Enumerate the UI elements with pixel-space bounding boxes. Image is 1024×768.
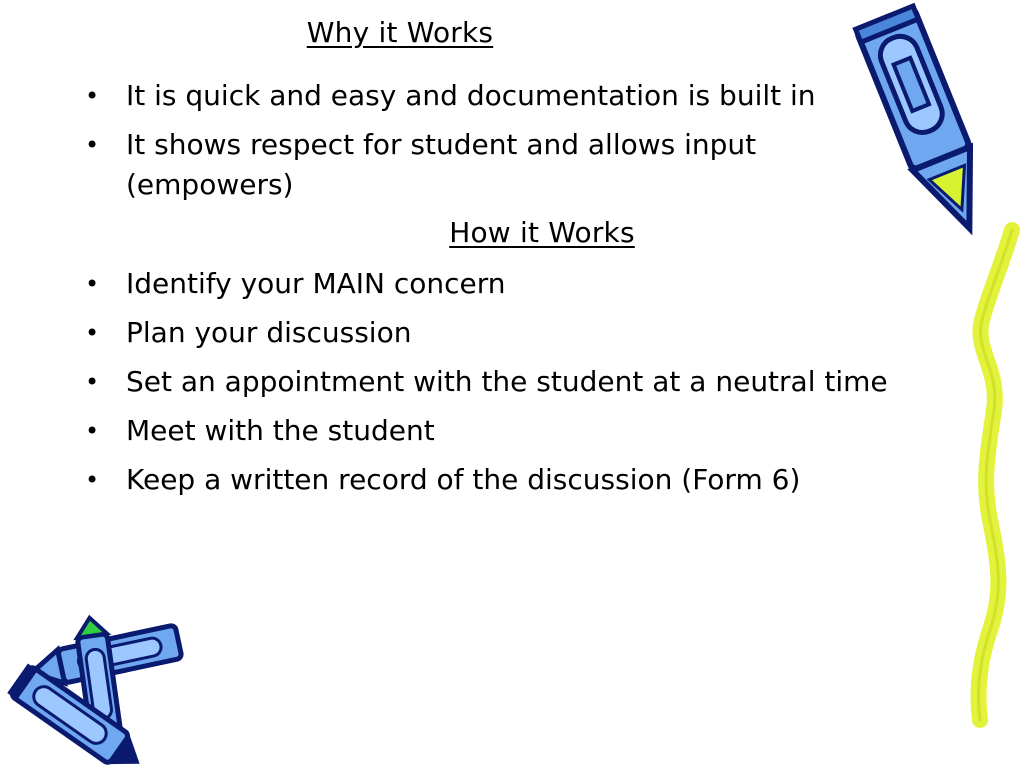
why-heading: Why it Works	[306, 16, 494, 49]
list-item	[85, 411, 925, 451]
bullet-text: Identify your MAIN concern	[126, 267, 506, 300]
list-item	[85, 125, 925, 205]
bullet-dot: •	[85, 319, 100, 347]
bullet-text: Meet with the student	[126, 414, 435, 447]
bullet-dot: •	[85, 466, 100, 494]
bullet-dot: •	[85, 82, 100, 110]
list-item	[85, 264, 925, 304]
crayon-pair-icon	[0, 615, 210, 765]
how-heading: How it Works	[449, 216, 635, 249]
ribbon-decoration	[960, 230, 1024, 730]
bullet-text: Plan your discussion	[126, 316, 412, 349]
list-item	[85, 313, 925, 353]
why-bullet-list	[85, 76, 925, 214]
list-item	[85, 460, 925, 500]
bullet-dot: •	[85, 368, 100, 396]
bullet-text: Set an appointment with the student at a neutral time	[126, 365, 888, 398]
list-item	[85, 76, 925, 116]
how-bullet-list	[85, 264, 925, 509]
bullet-dot: •	[85, 270, 100, 298]
bullet-dot: •	[85, 417, 100, 445]
list-item	[85, 362, 925, 402]
bullet-dot: •	[85, 131, 100, 159]
bullet-text: Keep a written record of the discussion (Form 6)	[126, 463, 801, 496]
bullet-text: It is quick and easy and documentation is built in	[126, 79, 816, 112]
bullet-text: It shows respect for student and allows input (empowers)	[126, 128, 757, 201]
